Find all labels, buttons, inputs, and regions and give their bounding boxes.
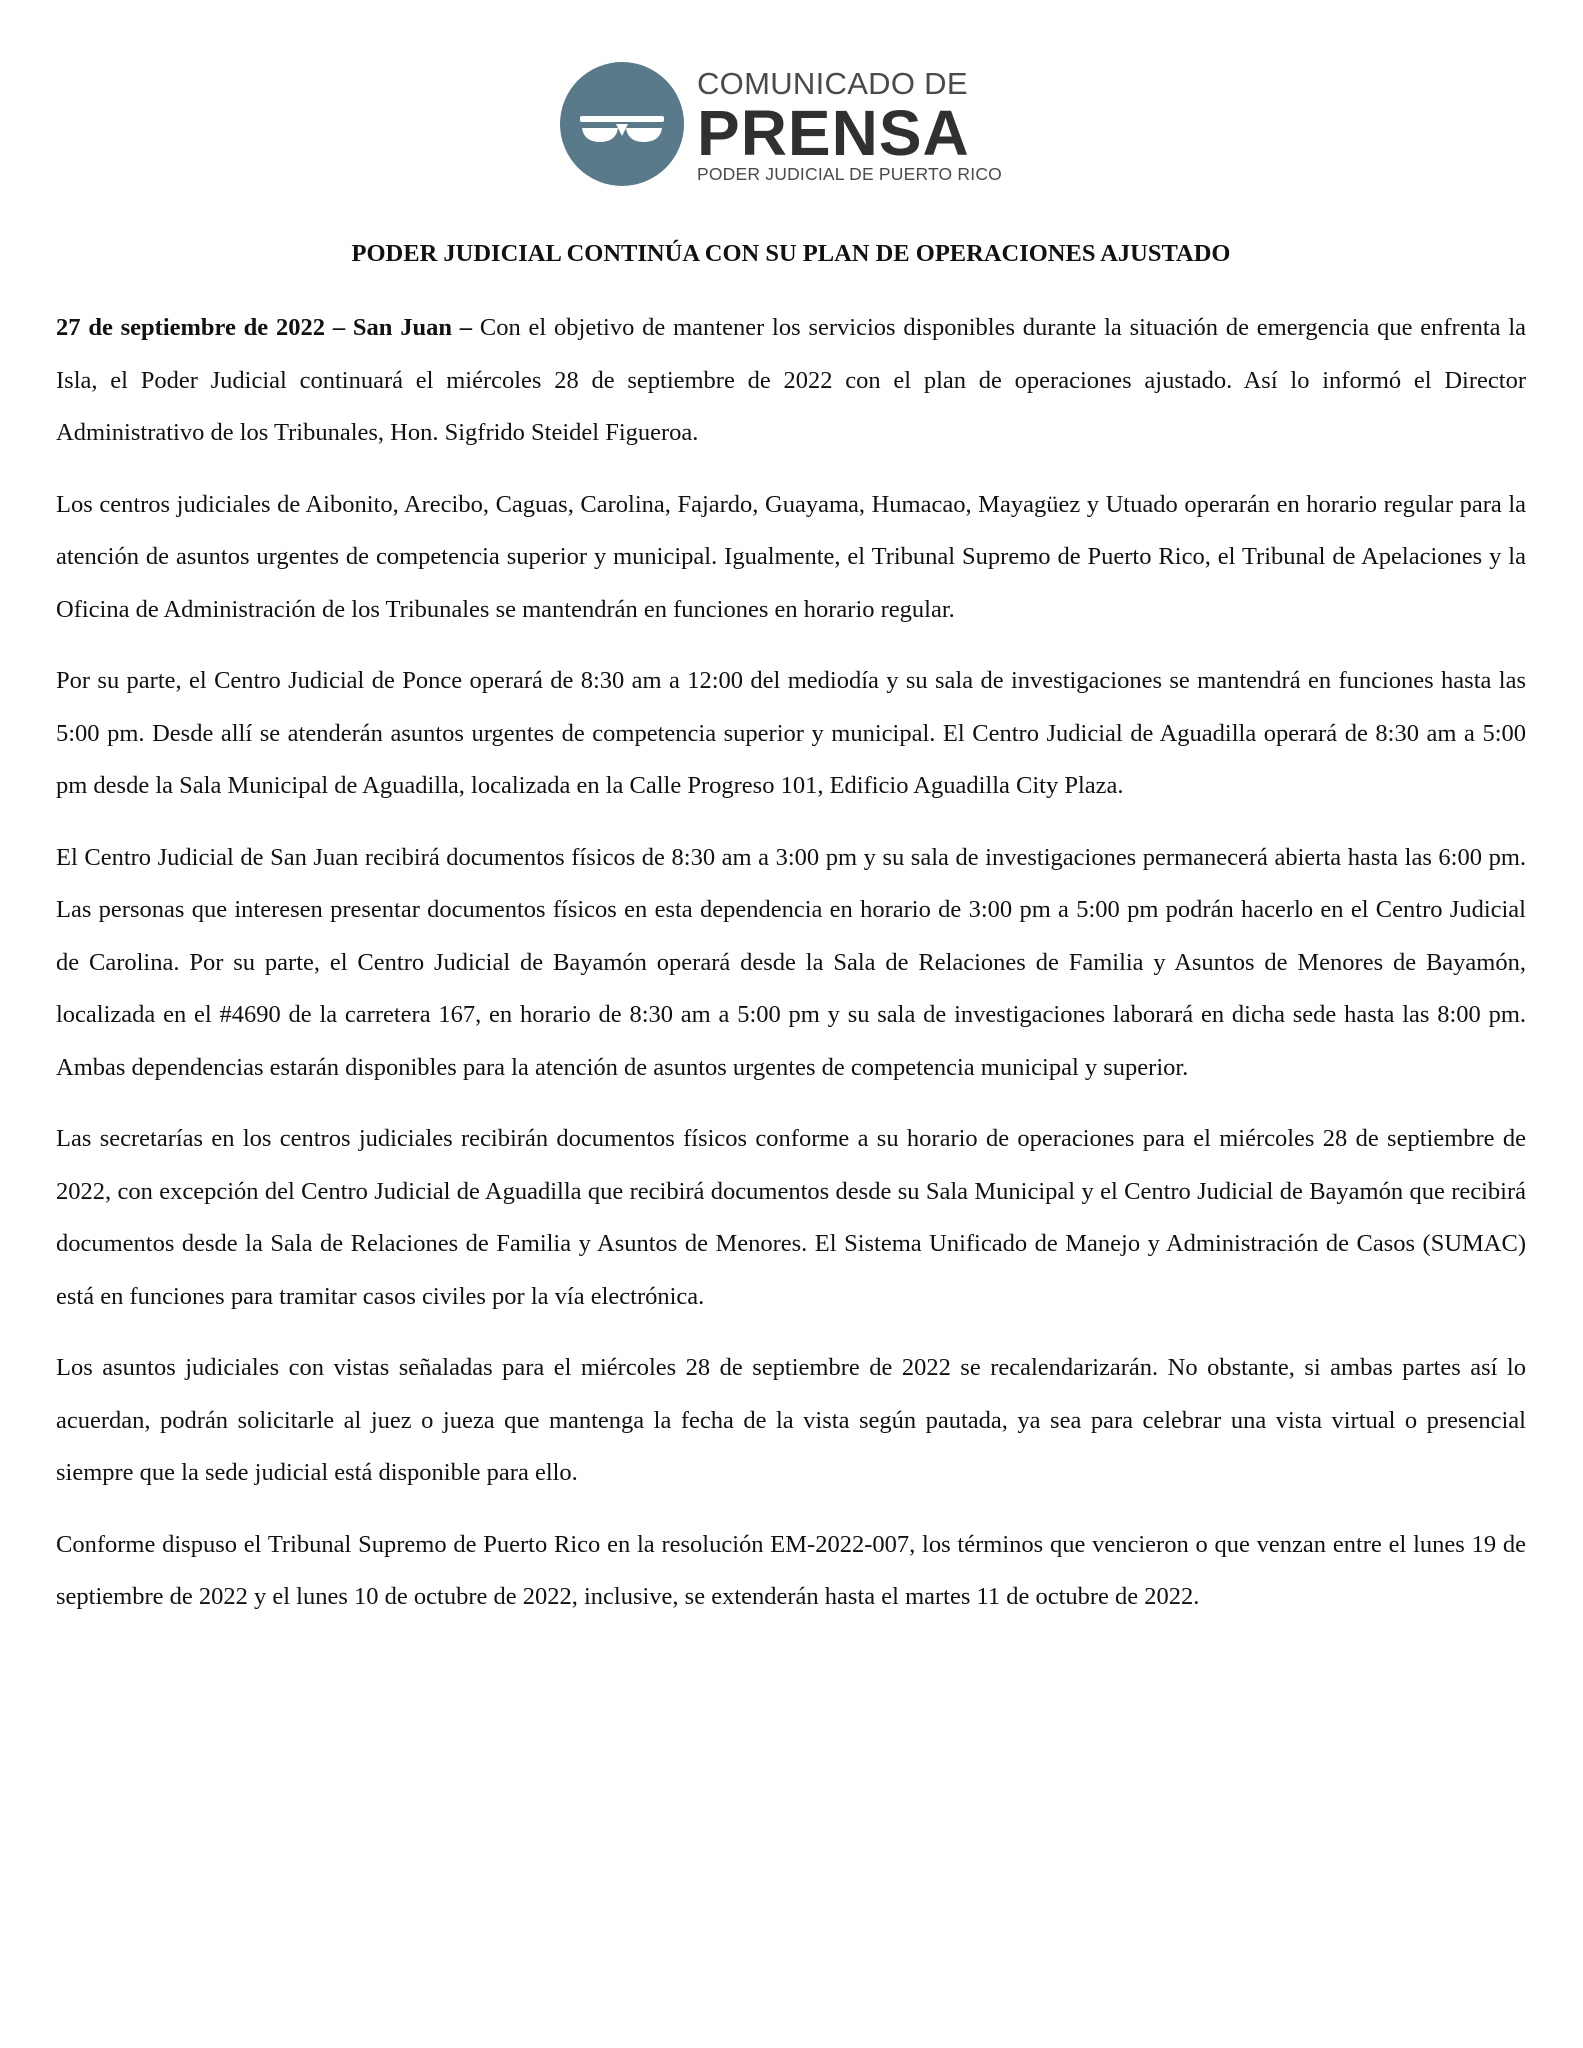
logo-wordmark [697,62,1027,184]
headline: PODER JUDICIAL CONTINÚA CON SU PLAN DE OPERACIONES AJUSTADO [351,240,1231,267]
paragraph-1 [56,302,1526,460]
press-release-body [56,302,1526,1643]
paragraph-1-text: Con el objetivo de mantener los servicios disponibles durante la situación de emergencia que enfrenta la Isla, el Poder Judicial continuará el miércoles 28 de septiembre de 2022 con el plan de operaciones ajustado. Así lo informó el Director Administrativo de los Tribunales, Hon. Sigfrido Steidel Figueroa. [56,314,1527,446]
scales-of-justice-icon [560,62,684,186]
paragraph-5: Las secretarías en los centros judiciales recibirán documentos físicos conforme a su horario de operaciones para el miércoles 28 de septiembre de 2022, con excepción del Centro Judicial de Aguadilla que recibirá documentos desde su Sala Municipal y el Centro Judicial de Bayamón que recibirá documentos desde la Sala de Relaciones de Familia y Asuntos de Menores. El Sistema Unificado de Manejo y Administración de Casos (SUMAC) está en funciones para tramitar casos civiles por la vía electrónica. [56,1125,1526,1310]
dateline: 27 de septiembre de 2022 – San Juan – [56,314,473,341]
logo-line-comunicado: COMUNICADO DE [697,66,968,101]
paragraph-4: El Centro Judicial de San Juan recibirá documentos físicos de 8:30 am a 3:00 pm y su sala de investigaciones permanecerá abierta hasta las 6:00 pm. Las personas que interesen presentar documentos físicos en esta dependencia en horario de 3:00 pm a 5:00 pm podrán hacerlo en el Centro Judicial de Carolina. Por su parte, el Centro Judicial de Bayamón operará desde la Sala de Relaciones de Familia y Asuntos de Menores de Bayamón, localizada en el #4690 de la carretera 167, en horario de 8:30 am a 5:00 pm y su sala de investigaciones laborará en dicha sede hasta las 8:00 pm. Ambas dependencias estarán disponibles para la atención de asuntos urgentes de competencia municipal y superior. [56,843,1526,1081]
paragraph-3: Por su parte, el Centro Judicial de Ponce operará de 8:30 am a 12:00 del mediodía y su sala de investigaciones se mantendrá en funciones hasta las 5:00 pm. Desde allí se atenderán asuntos urgentes de competencia superior y municipal. El Centro Judicial de Aguadilla operará de 8:30 am a 5:00 pm desde la Sala Municipal de Aguadilla, localizada en la Calle Progreso 101, Edificio Aguadilla City Plaza. [56,667,1526,799]
paragraph-6: Los asuntos judiciales con vistas señaladas para el miércoles 28 de septiembre de 2022 se recalendarizarán. No obstante, si ambas partes así lo acuerdan, podrán solicitarle al juez o jueza que mantenga la fecha de la vista según pautada, ya sea para celebrar una vista virtual o presencial siempre que la sede judicial está disponible para ello. [56,1354,1526,1486]
paragraph-2: Los centros judiciales de Aibonito, Arecibo, Caguas, Carolina, Fajardo, Guayama, Humacao, Mayagüez y Utuado operarán en horario regular para la atención de asuntos urgentes de competencia superior y municipal. Igualmente, el Tribunal Supremo de Puerto Rico, el Tribunal de Apelaciones y la Oficina de Administración de los Tribunales se mantendrán en funciones en horario regular. [56,490,1526,623]
paragraph-7: Conforme dispuso el Tribunal Supremo de Puerto Rico en la resolución EM-2022-007, los términos que vencieron o que venzan entre el lunes 19 de septiembre de 2022 y el lunes 10 de octubre de 2022, inclusive, se extenderán hasta el martes 11 de octubre de 2022. [56,1530,1526,1610]
logo-line-poder-judicial: PODER JUDICIAL DE PUERTO RICO [697,164,1002,184]
logo-line-prensa: PRENSA [697,97,970,169]
press-release-logo [560,62,1020,186]
